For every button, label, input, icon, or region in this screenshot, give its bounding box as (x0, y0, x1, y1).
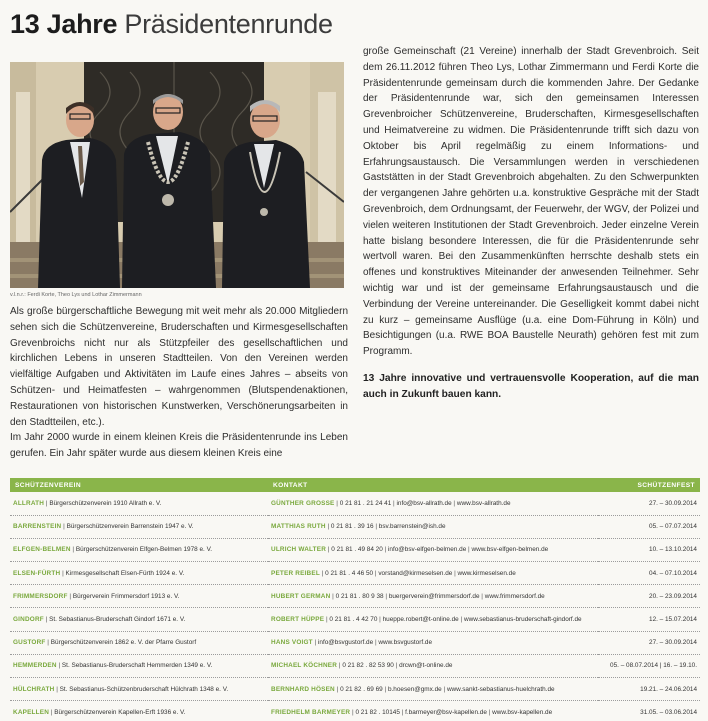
row-place: GUSTORF (13, 639, 46, 647)
article-column-left (10, 304, 348, 462)
row-place: ALLRATH (13, 499, 45, 507)
row-contact-person: MATTHIAS RUTH (271, 523, 326, 531)
separator: | (325, 523, 331, 531)
row-web[interactable]: www.bsv-elfgen-belmen.de (471, 546, 549, 554)
cell-verein (10, 631, 268, 654)
row-web[interactable]: www.sebastianus-bruderschaft-gindorf.de (463, 616, 582, 624)
cell-kontakt (268, 678, 598, 701)
row-verein-name: Kirmesgesellschaft Elsen-Fürth 1924 e. V. (65, 569, 185, 577)
row-mail[interactable]: buergerverein@frimmersdorf.de (388, 592, 480, 600)
row-web[interactable]: www.bsv-kapellen.de (492, 708, 553, 716)
separator: | (373, 523, 379, 531)
row-web[interactable]: www.sankt-sebastianus-huelchrath.de (446, 685, 555, 693)
separator: | (479, 592, 485, 600)
table-row (10, 538, 700, 561)
cell-kontakt (268, 515, 598, 538)
cell-fest: 31.05. – 03.06.2014 (598, 701, 700, 721)
row-web[interactable]: www.bsvgustorf.de (378, 639, 433, 647)
header-kontakt: KONTAKT (268, 478, 598, 492)
row-phone: 0 21 81 . 80 9 38 (335, 592, 384, 600)
paragraph-history: Im Jahr 2000 wurde in einem kleinen Kreis die Präsidentenrunde ins Leben gerufen. Ein Jahr später wurde aus diesem kleinen Kreis eine (10, 432, 348, 460)
cell-kontakt (268, 562, 598, 585)
separator: | (399, 708, 406, 716)
row-phone: 0 21 81 . 4 46 50 (325, 569, 374, 577)
table-row (10, 654, 700, 677)
row-mail[interactable]: drcwn@t-online.de (399, 662, 453, 670)
cell-kontakt (268, 585, 598, 608)
table-row (10, 701, 700, 721)
row-contact-person: BERNHARD HÖSEN (271, 685, 335, 693)
photo-caption: v.l.n.r.: Ferdi Korte, Theo Lys und Lothar Zimmermann (10, 292, 142, 298)
header-schuetzenverein: SCHÜTZENVEREIN (10, 478, 268, 492)
separator: | (391, 499, 397, 507)
separator: | (44, 499, 50, 507)
paragraph-intro: Als große bürgerschaftliche Bewegung mit weit mehr als 20.000 Mitgliedern sehen sich die Schützenvereine, Bruderschaften und Kirmesgesellschaften Grevenbroichs nicht nur als Stützpfeiler des gesellschaftlichen und kirchlichen Lebens in unseren Stadtteilen. Von den Vereinen werden vielfältige Aufgaben und Aktivitäten im Laufe eines Jahres – abseits von Schützen- und Heimatfesten – wahrgenommen (Blutspendenaktionen, Restaurationen von historischen Kunstwerken, Verschönerungsarbeiten in den Stadtteilen, etc.). (10, 306, 348, 428)
row-verein-name: St. Sebastianus-Bruderschaft Gindorf 1671 e. V. (49, 616, 186, 624)
row-contact-person: GÜNTHER GROSSE (271, 499, 335, 507)
row-place: HEMMERDEN (13, 662, 57, 670)
separator: | (458, 616, 464, 624)
row-contact-person: ULRICH WALTER (271, 546, 327, 554)
table-row (10, 585, 700, 608)
cell-verein (10, 538, 268, 561)
article-column-right (363, 44, 699, 403)
row-verein-name: Bürgerverein Frimmersdorf 1913 e. V. (72, 592, 180, 600)
separator: | (326, 546, 332, 554)
row-web[interactable]: www.frimmersdorf.de (484, 592, 545, 600)
table-row (10, 608, 700, 631)
separator: | (334, 499, 340, 507)
separator: | (382, 546, 388, 554)
cell-fest: 04. – 07.10.2014 (598, 562, 700, 585)
row-mail[interactable]: vorstand@kirmeselsen.de (378, 569, 453, 577)
separator: | (373, 569, 379, 577)
separator: | (43, 616, 50, 624)
table-row (10, 678, 700, 701)
cell-kontakt (268, 654, 598, 677)
row-verein-name: Bürgerschützenverein Barrenstein 1947 e. V. (66, 523, 194, 531)
cell-fest: 05. – 07.07.2014 (598, 515, 700, 538)
title-light: Präsidentenrunde (124, 9, 333, 39)
row-place: FRIMMERSDORF (13, 592, 68, 600)
row-mail[interactable]: info@bsv-elfgen-belmen.de (388, 546, 467, 554)
cell-fest: 05. – 08.07.2014 | 16. – 19.10. (598, 654, 700, 677)
cell-verein (10, 608, 268, 631)
separator: | (466, 546, 472, 554)
row-mail[interactable]: info@bsv-allrath.de (396, 499, 452, 507)
separator: | (486, 708, 493, 716)
cell-fest: 20. – 23.09.2014 (598, 585, 700, 608)
row-phone: 0 21 82 . 69 69 (340, 685, 383, 693)
separator: | (337, 662, 343, 670)
row-phone: 0 21 82 . 10145 (355, 708, 400, 716)
cell-verein (10, 585, 268, 608)
row-phone: 0 21 81 . 4 42 70 (329, 616, 378, 624)
row-phone: 0 21 81 . 39 16 (330, 523, 374, 531)
page-title (10, 8, 333, 40)
cell-kontakt (268, 538, 598, 561)
row-web[interactable]: www.kirmeselsen.de (457, 569, 516, 577)
row-place: BARRENSTEIN (13, 523, 62, 531)
separator: | (45, 639, 51, 647)
vereine-table (10, 478, 700, 721)
cell-verein (10, 515, 268, 538)
cell-kontakt (268, 492, 598, 515)
row-contact-person: ROBERT HÜPPE (271, 616, 325, 624)
cell-verein (10, 654, 268, 677)
separator: | (383, 592, 389, 600)
table-header-row (10, 478, 700, 492)
cell-verein (10, 562, 268, 585)
row-verein-name: St. Sebastianus-Bruderschaft Hemmerden 1349 e. V. (61, 662, 213, 670)
row-contact-person: PETER REIBEL (271, 569, 320, 577)
cell-fest: 27. – 30.09.2014 (598, 631, 700, 654)
table-body (10, 492, 700, 721)
cell-verein (10, 492, 268, 515)
row-mail[interactable]: hueppe.robert@t-online.de (382, 616, 459, 624)
separator: | (330, 592, 336, 600)
table-row (10, 492, 700, 515)
closing-statement: 13 Jahre innovative und vertrauensvolle Kooperation, auf die man auch in Zukunft bauen kann. (363, 372, 699, 400)
row-phone: 0 21 81 . 21 24 41 (339, 499, 392, 507)
separator: | (377, 616, 383, 624)
separator: | (393, 662, 400, 670)
row-mail[interactable]: bsv.barrenstein@ish.de (378, 523, 446, 531)
row-web[interactable]: www.bsv-allrath.de (456, 499, 511, 507)
paragraph-main: große Gemeinschaft (21 Vereine) innerhalb der Stadt Grevenbroich. Seit dem 26.11.2012 führen Theo Lys, Lothar Zimmermann und Ferdi Korte die Präsidentenrunde gemeinsam durch die kommenden Jahre. Der Gedanke der Präsidentenrunde war, sich den gemeinsamen Interessen Grevenbroicher Schützenvereine, Bruderschaften, Kirmesgesellschaften und Heimatvereine zu widmen. Die Präsidentenrunde trifft sich dazu von Oktober bis April regelmäßig zu einem Informations- und Erfahrungsaustausch. Die Versammlungen werden in verschiedenen Gaststätten in der Stadt Grevenbroich abgehalten. Zu den Schwerpunkten der vergangenen Jahre gehörten u.a. konstruktive Gespräche mit der Stadt Grevenbroich, dem Ordnungsamt, der Feuerwehr, der WGV, der Polizei und vielen weiteren Institutionen der Stadt Grevenbroich. Jeder einzelne Verein hatte bislang besondere Interessen, die für die Präsidentenrunde sehr wertvoll waren. Bei den Zusammenkünften herrschte deshalb stets ein offenes und konstruktives Miteinander der anwesenden Teilnehmer. Sehr wichtig war und ist der gemeinsame Erfahrungsaustausch und die Verbindung der Vereine untereinander. Die Geselligkeit kommt dabei nicht zu kurz – gemeinsame Ausflüge (u.a. eine Dom-Führung in Köln) und Besichtigungen (u.a. RWE BOA Baustelle Neurath) gehören fest mit zum Programm. (363, 46, 699, 358)
cell-fest: 12. – 15.07.2014 (598, 608, 700, 631)
separator: | (324, 616, 330, 624)
row-phone: 0 21 82 . 82 53 90 (342, 662, 394, 670)
row-mail[interactable]: info@bsvgustorf.de (318, 639, 374, 647)
separator: | (70, 546, 76, 554)
row-contact-person: HUBERT GERMAN (271, 592, 331, 600)
cell-kontakt (268, 631, 598, 654)
row-place: KAPELLEN (13, 708, 50, 716)
cell-fest: 10. – 13.10.2014 (598, 538, 700, 561)
group-photo-illustration (10, 62, 344, 288)
group-photo (10, 62, 344, 288)
row-place: ELFGEN-BELMEN (13, 546, 71, 554)
separator: | (382, 685, 388, 693)
separator: | (49, 708, 55, 716)
row-verein-name: Bürgerschützenverein Elfgen-Belmen 1978 e. V. (75, 546, 213, 554)
row-verein-name: Bürgerschützenverein 1862 e. V. der Pfarre Gustorf (50, 639, 197, 647)
row-contact-person: MICHAEL KÖCHNER (271, 662, 338, 670)
cell-kontakt (268, 608, 598, 631)
row-contact-person: FRIEDHELM BARMEYER (271, 708, 351, 716)
separator: | (319, 569, 326, 577)
row-verein-name: Bürgerschützenverein Kapellen-Erft 1936 e. V. (54, 708, 186, 716)
row-contact-person: HANS VOIGT (271, 639, 313, 647)
row-mail[interactable]: f.barmeyer@bsv-kapellen.de (405, 708, 487, 716)
row-phone: 0 21 81 . 49 84 20 (331, 546, 383, 554)
cell-fest: 19.21. – 24.06.2014 (598, 678, 700, 701)
cell-kontakt (268, 701, 598, 721)
separator: | (373, 639, 379, 647)
separator: | (312, 639, 318, 647)
row-mail[interactable]: b.hoesen@gmx.de (387, 685, 442, 693)
cell-fest: 27. – 30.09.2014 (598, 492, 700, 515)
row-verein-name: St. Sebastianus-Schützenbruderschaft Hülchrath 1348 e. V. (59, 685, 229, 693)
separator: | (334, 685, 341, 693)
separator: | (60, 569, 66, 577)
cell-verein (10, 701, 268, 721)
row-place: ELSEN-FÜRTH (13, 569, 61, 577)
separator: | (441, 685, 447, 693)
table-row (10, 562, 700, 585)
table-row (10, 515, 700, 538)
row-place: GINDORF (13, 616, 44, 624)
separator: | (67, 592, 73, 600)
separator: | (54, 685, 60, 693)
separator: | (56, 662, 62, 670)
separator: | (61, 523, 67, 531)
separator: | (451, 499, 457, 507)
row-place: HÜLCHRATH (13, 685, 55, 693)
separator: | (350, 708, 356, 716)
title-bold: 13 Jahre (10, 9, 118, 39)
separator: | (452, 569, 458, 577)
row-verein-name: Bürgerschützenverein 1910 Allrath e. V. (49, 499, 162, 507)
cell-verein (10, 678, 268, 701)
table-row (10, 631, 700, 654)
header-schuetzenfest: SCHÜTZENFEST (598, 478, 700, 492)
